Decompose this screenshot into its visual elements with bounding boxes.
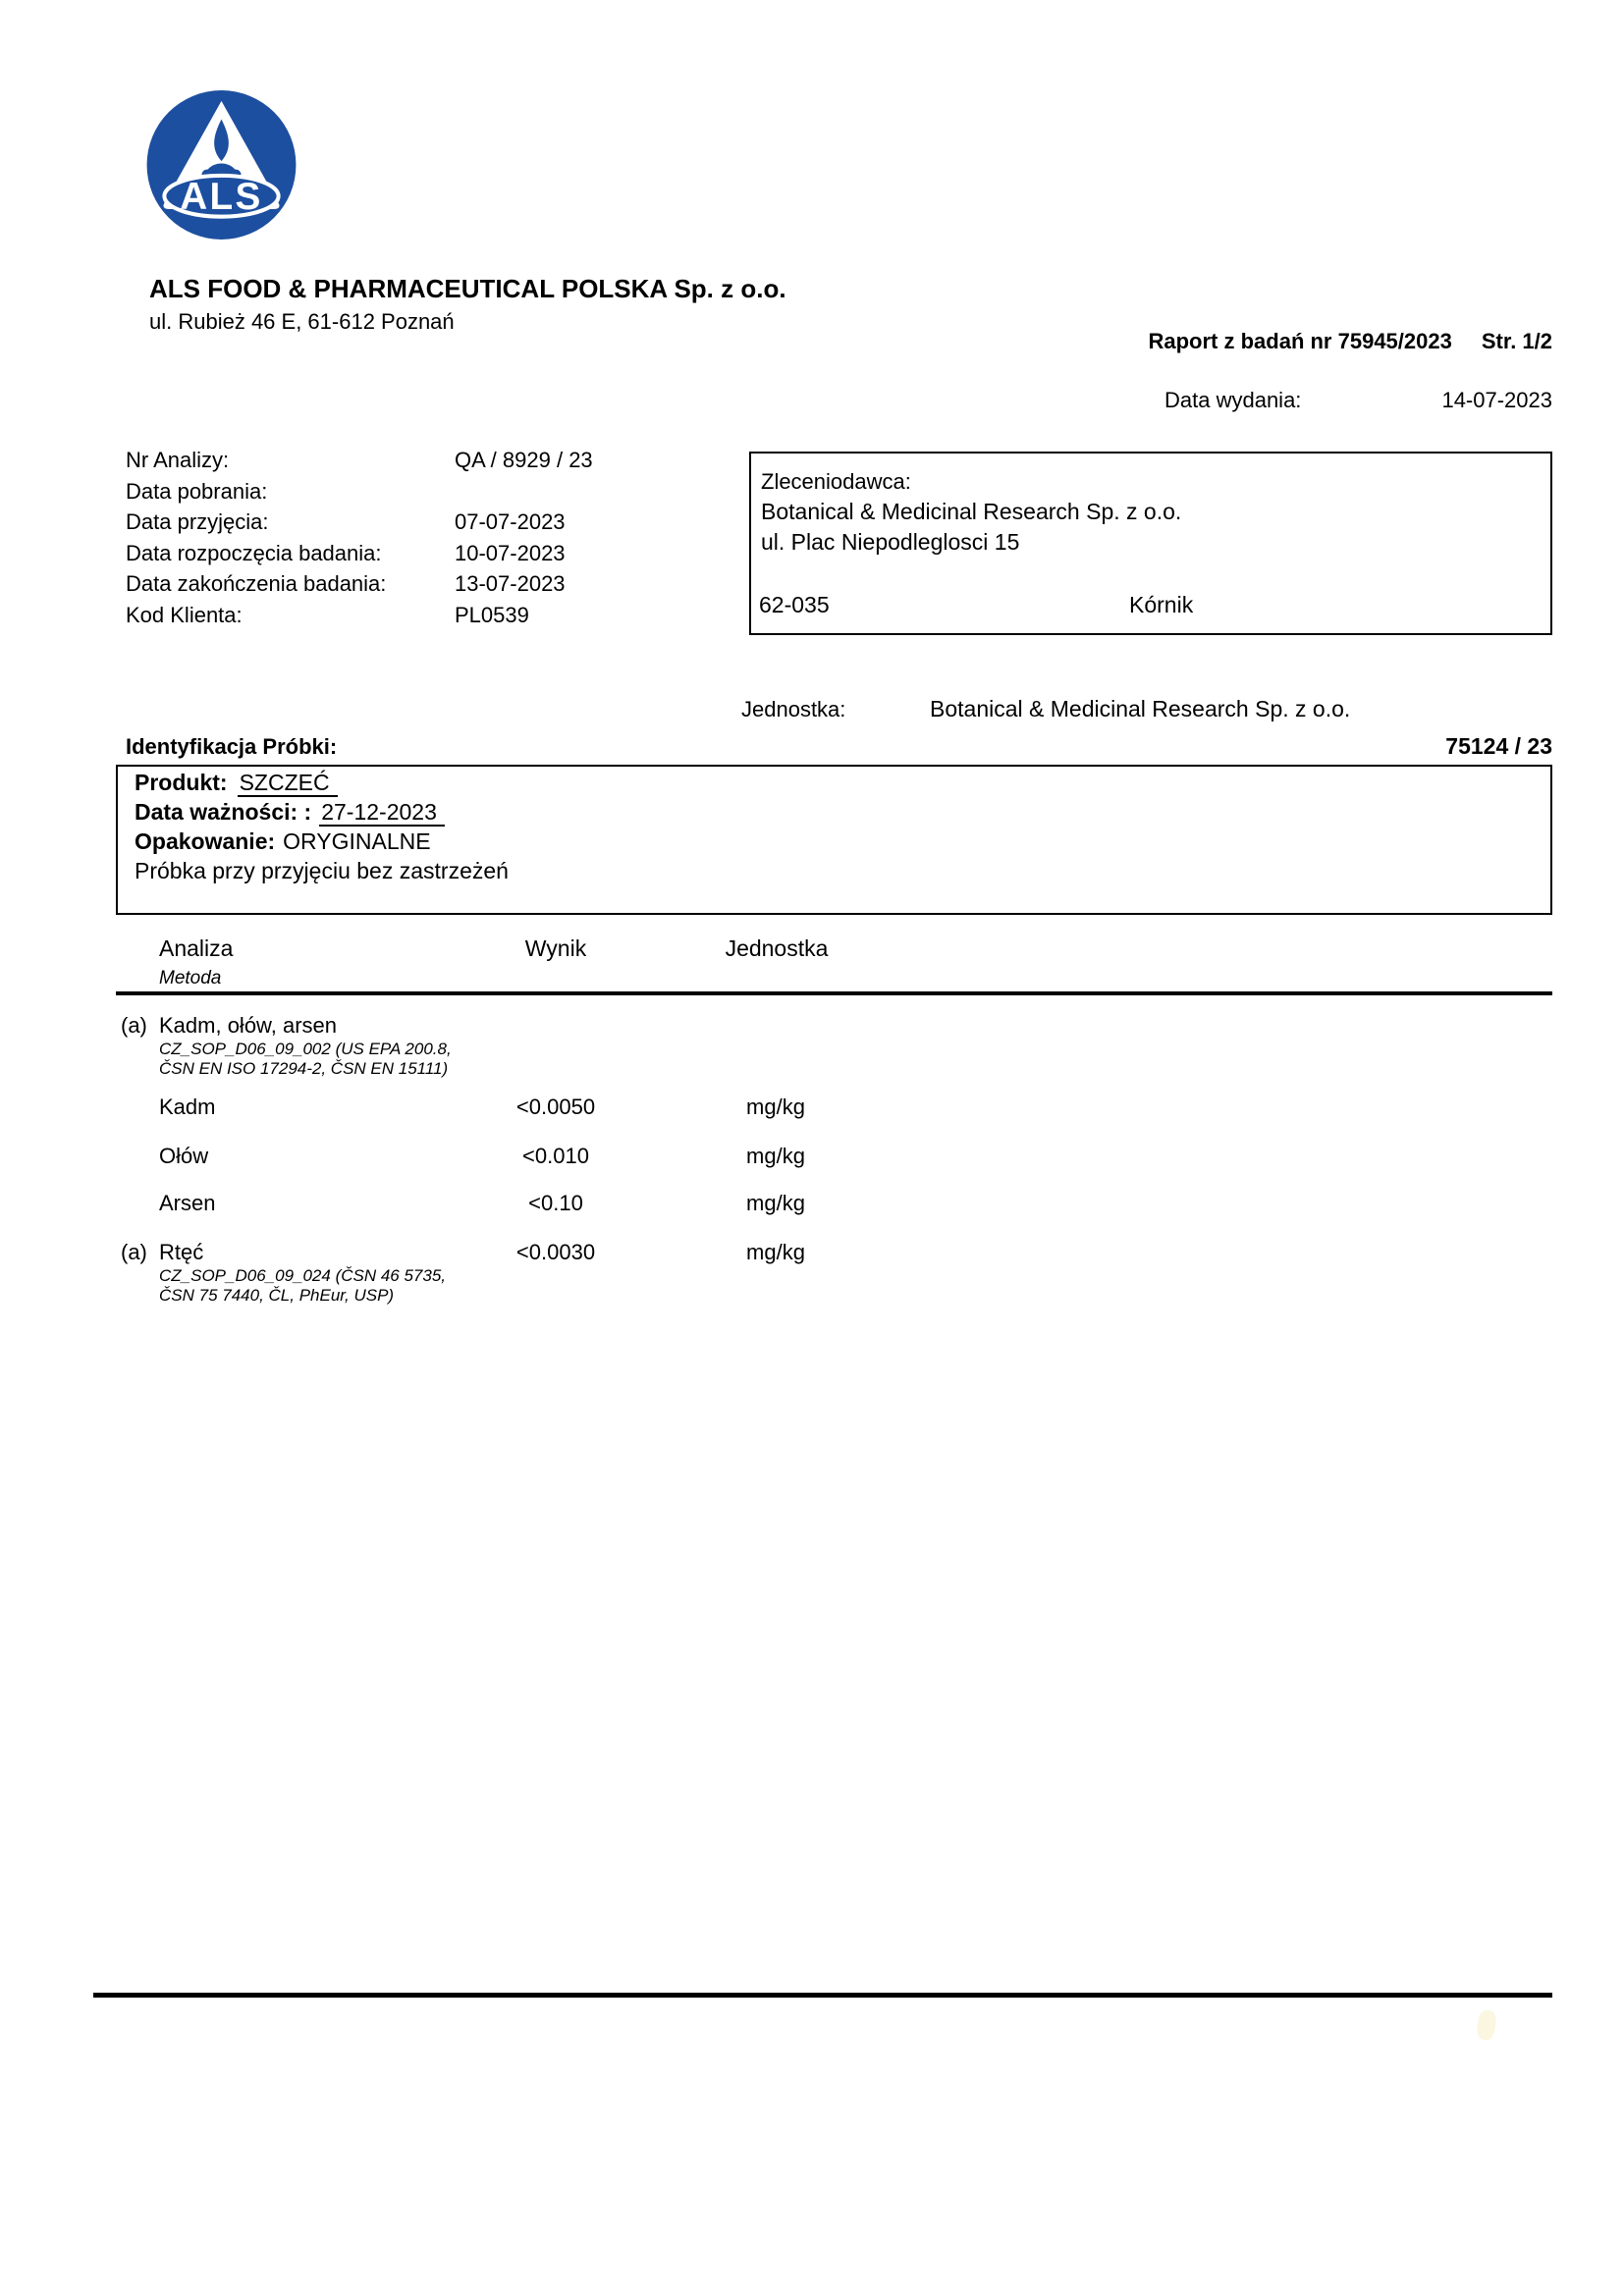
analyte-result: <0.10 [528,1191,583,1215]
info-value: QA / 8929 / 23 [455,448,593,472]
method-line-2: ČSN EN ISO 17294-2, ČSN EN 15111) [159,1058,449,1078]
column-header-method: Metoda [159,968,222,988]
issue-date-label: Data wydania: [1164,388,1302,412]
info-label: Kod Klienta: [126,602,243,627]
info-value: 13-07-2023 [455,571,566,597]
mercury-method [159,1266,446,1305]
scan-artifact [1476,2009,1497,2041]
packaging-label: Opakowanie: [135,828,276,854]
client-box [749,452,1552,635]
column-header-analysis: Analiza [159,935,234,961]
als-logo-graphic [145,84,298,245]
sample-packaging-line [135,827,1550,856]
info-row-nr-analizy [126,445,744,476]
method-line-1: CZ_SOP_D06_09_024 (ČSN 46 5735, [159,1266,447,1285]
unit-value: Botanical & Medicinal Research Sp. z o.o. [930,696,1351,721]
sample-number: 75124 / 23 [1445,733,1552,759]
analyte-unit: mg/kg [746,1240,805,1264]
product-value: SZCZEĆ [238,770,338,797]
sample-note: Próbka przy przyjęciu bez zastrzeżeń [135,858,509,883]
client-name: Botanical & Medicinal Research Sp. z o.o. [761,499,1182,524]
group-marker: (a) [121,1013,147,1038]
info-label: Nr Analizy: [126,448,230,472]
info-label: Data pobrania: [126,478,268,504]
analysis-info-block [126,445,744,631]
analyte-result: <0.0030 [515,1240,596,1264]
page-indicator: Str. 1/2 [1481,329,1552,353]
issue-date-row [1164,388,1552,413]
column-header-result: Wynik [524,935,587,961]
analyte-name: Arsen [159,1191,216,1215]
info-label: Data przyjęcia: [126,509,269,535]
info-row-data-przyjecia [126,507,744,538]
issue-date-value: 14-07-2023 [1441,388,1552,412]
company-address: ul. Rubież 46 E, 61-612 Poznań [149,309,455,334]
client-postal-code: 62-035 [759,592,830,617]
info-row-kod-klienta [126,600,744,631]
analyte-unit: mg/kg [746,1144,805,1168]
info-value: 10-07-2023 [455,540,566,565]
client-city: Kórnik [1129,592,1194,617]
analyte-name: Ołów [159,1144,209,1168]
info-value: 07-07-2023 [455,509,566,535]
group-method [159,1040,452,1078]
product-label: Produkt: [135,770,228,795]
company-name: ALS FOOD & PHARMACEUTICAL POLSKA Sp. z o.o. [149,274,786,303]
method-line-1: CZ_SOP_D06_09_002 (US EPA 200.8, [159,1040,452,1058]
sample-product-line [135,768,1550,797]
als-logo [145,84,298,250]
expiry-value: 27-12-2023 [319,799,445,827]
analyte-unit: mg/kg [746,1191,805,1215]
client-box-label: Zleceniodawca: [761,469,911,494]
column-header-unit: Jednostka [725,935,829,961]
report-number: Raport z badań nr 75945/2023 [1148,329,1452,353]
info-value: PL0539 [455,602,529,627]
info-label: Data rozpoczęcia badania: [126,540,382,565]
analyte-result: <0.0050 [515,1095,596,1119]
packaging-value: ORYGINALNE [283,828,431,854]
info-label: Data zakończenia badania: [126,571,387,597]
als-logo-text: ALS [180,175,263,218]
analyte-unit: mg/kg [746,1095,805,1119]
analyte-name: Kadm [159,1095,216,1119]
analyte-result: <0.010 [522,1144,589,1168]
footer-rule [93,1993,1552,1998]
group-marker: (a) [121,1240,147,1264]
method-line-2: ČSN 75 7440, ČL, PhEur, USP) [159,1285,395,1305]
unit-label: Jednostka: [741,697,846,721]
group-title: Kadm, ołów, arsen [159,1013,337,1038]
table-header-rule [116,991,1552,995]
analyte-name: Rtęć [159,1240,204,1264]
client-street: ul. Plac Niepodleglosci 15 [761,529,1020,555]
info-row-data-pobrania [126,476,744,507]
sample-section-title: Identyfikacja Próbki: [126,734,338,759]
expiry-label: Data ważności: : [135,799,312,825]
info-row-data-rozpoczecia [126,538,744,569]
sample-expiry-line [135,797,1550,827]
info-row-data-zakonczenia [126,568,744,600]
sample-box [116,765,1552,915]
report-title-line [884,329,1552,354]
